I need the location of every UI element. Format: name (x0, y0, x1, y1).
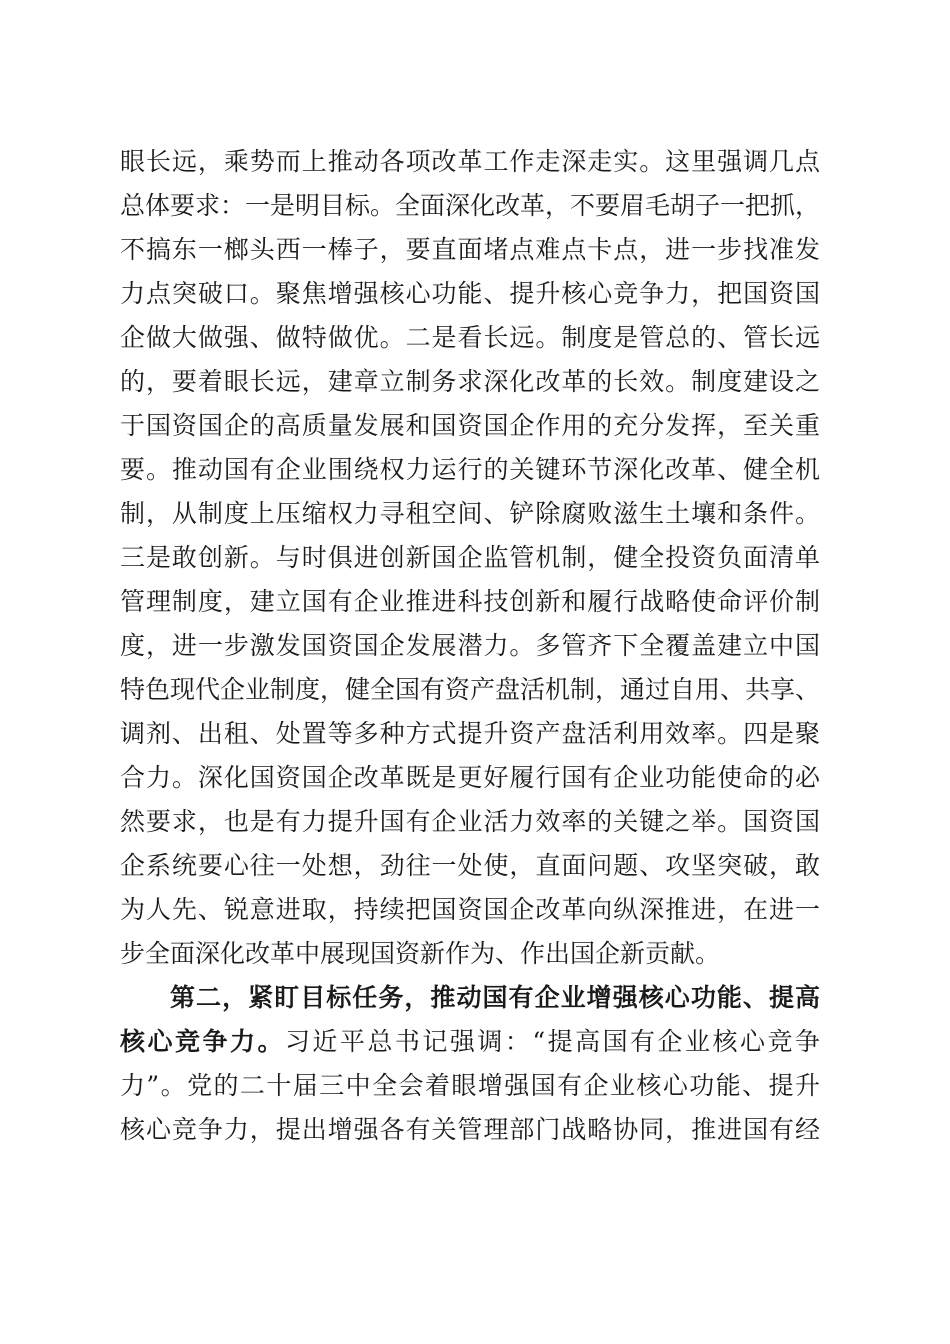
text-line: 然要求，也是有力提升国有企业活力效率的关键之举。国资国 (120, 807, 820, 836)
text-line: 合力。深化国资国企改革既是更好履行国有企业功能使命的必 (120, 763, 820, 792)
text-line: 核心竞争力，提出增强各有关管理部门战略协同，推进国有经 (120, 1115, 820, 1144)
text-line: 三是敢创新。与时俱进创新国企监管机制，健全投资负面清单 (120, 543, 820, 572)
section-heading-line: 第二，紧盯目标任务，推动国有企业增强核心功能、提高 (170, 983, 820, 1012)
text-line: 企做大做强、做特做优。二是看长远。制度是管总的、管长远 (120, 323, 820, 352)
text-line: 制，从制度上压缩权力寻租空间、铲除腐败滋生土壤和条件。 (120, 499, 820, 528)
text-line: 为人先、锐意进取，持续把国资国企改革向纵深推进，在进一 (120, 895, 820, 924)
text-line: 特色现代企业制度，健全国有资产盘活机制，通过自用、共享、 (120, 675, 820, 704)
text-line: 步全面深化改革中展现国资新作为、作出国企新贡献。 (120, 939, 721, 968)
text-span: 习近平总书记强调：“提高国有企业核心竞争 (284, 1027, 820, 1056)
text-line: 要。推动国有企业围绕权力运行的关键环节深化改革、健全机 (120, 455, 820, 484)
text-line: 力”。党的二十届三中全会着眼增强国有企业核心功能、提升 (120, 1071, 820, 1100)
text-line: 企系统要心往一处想，劲往一处使，直面问题、攻坚突破，敢 (120, 851, 820, 880)
text-line: 管理制度，建立国有企业推进科技创新和履行战略使命评价制 (120, 587, 820, 616)
text-line: 度，进一步激发国资国企发展潜力。多管齐下全覆盖建立中国 (120, 631, 820, 660)
text-line-mixed (120, 1020, 820, 1064)
body-text (120, 140, 820, 1152)
text-line: 眼长远，乘势而上推动各项改革工作走深走实。这里强调几点 (120, 147, 820, 176)
text-line: 总体要求：一是明目标。全面深化改革，不要眉毛胡子一把抓， (120, 191, 820, 220)
text-line: 调剂、出租、处置等多种方式提升资产盘活利用效率。四是聚 (120, 719, 820, 748)
text-line: 于国资国企的高质量发展和国资国企作用的充分发挥，至关重 (120, 411, 820, 440)
text-line: 不搞东一榔头西一棒子，要直面堵点难点卡点，进一步找准发 (120, 235, 820, 264)
text-line: 的，要着眼长远，建章立制务求深化改革的长效。制度建设之 (120, 367, 820, 396)
section-heading-end: 核心竞争力。 (120, 1027, 285, 1056)
text-line: 力点突破口。聚焦增强核心功能、提升核心竞争力，把国资国 (120, 279, 820, 308)
